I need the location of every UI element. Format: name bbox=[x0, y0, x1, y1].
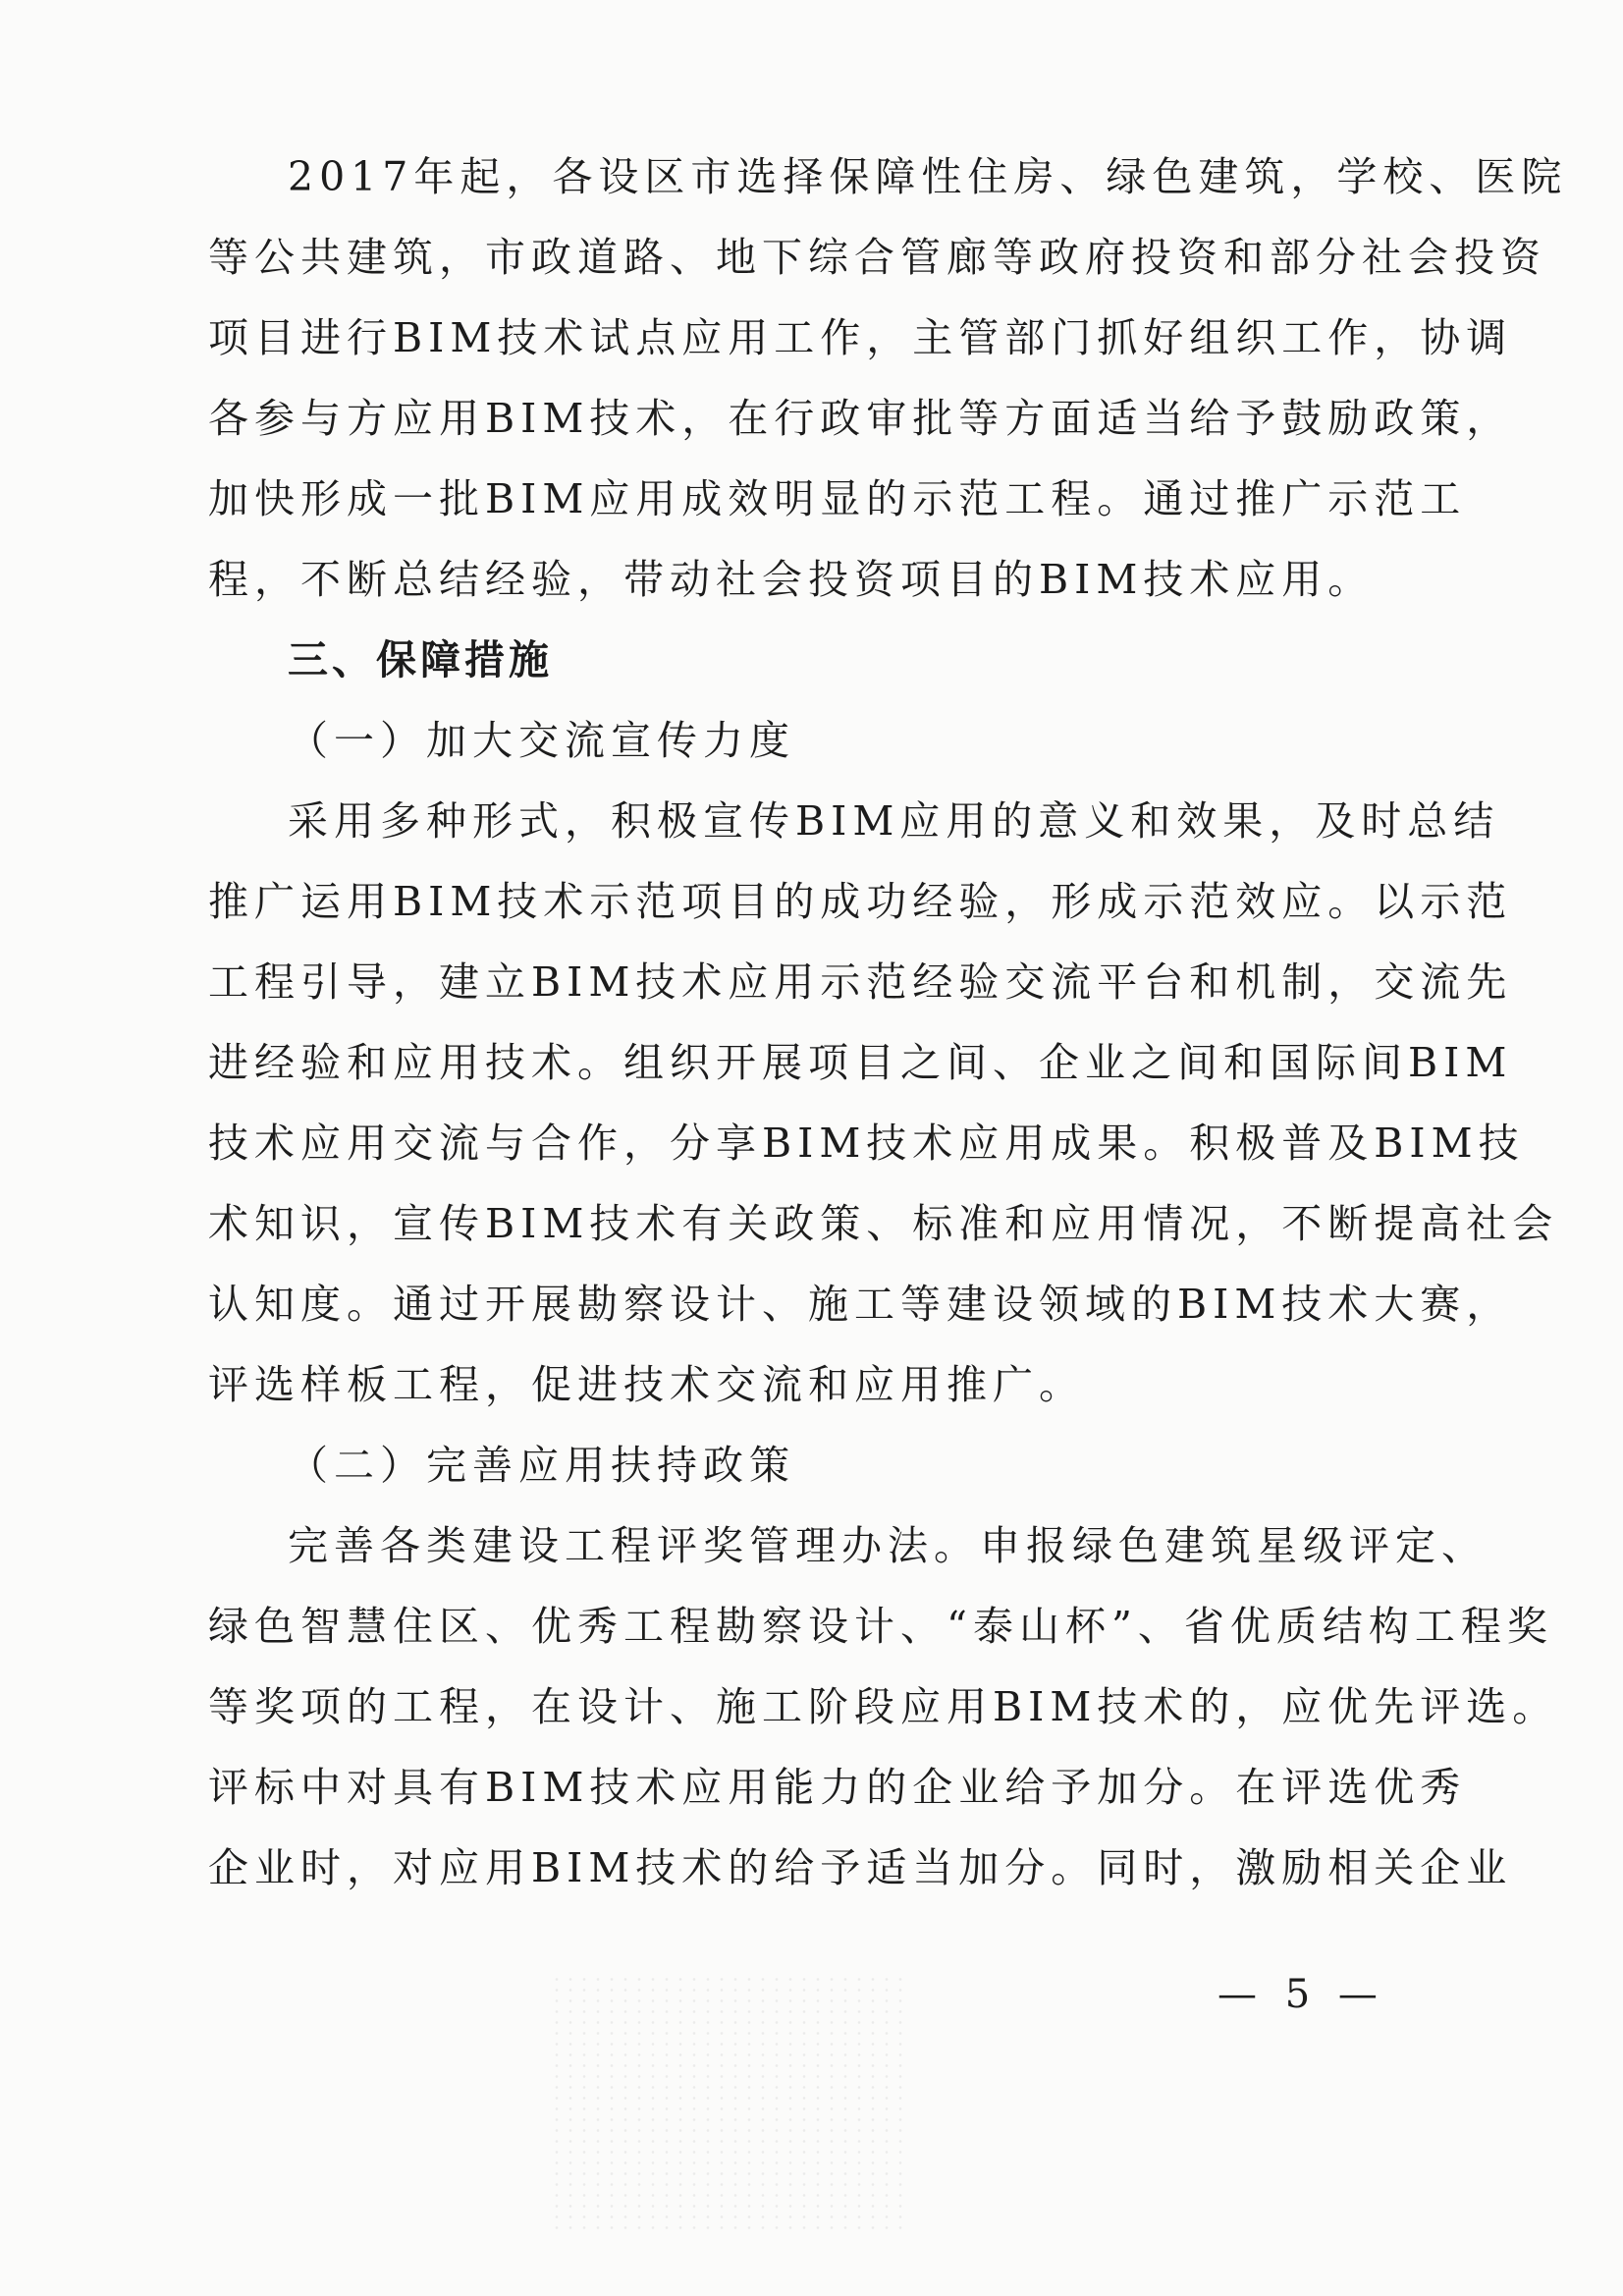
paragraph-line: 企业时，对应用BIM技术的给予适当加分。同时，激励相关企业 bbox=[208, 1844, 1513, 1891]
paragraph-line: 推广运用BIM技术示范项目的成功经验，形成示范效应。以示范 bbox=[208, 878, 1513, 925]
paragraph-line: 认知度。通过开展勘察设计、施工等建设领域的BIM技术大赛， bbox=[208, 1281, 1513, 1328]
paragraph-line: 程，不断总结经验，带动社会投资项目的BIM技术应用。 bbox=[208, 556, 1375, 603]
paragraph-line: 各参与方应用BIM技术，在行政审批等方面适当给予鼓励政策， bbox=[208, 395, 1513, 442]
paragraph-line: 技术应用交流与合作，分享BIM技术应用成果。积极普及BIM技 bbox=[208, 1120, 1525, 1167]
paragraph-line: 绿色智慧住区、优秀工程勘察设计、“泰山杯”、省优质结构工程奖 bbox=[208, 1603, 1553, 1650]
paragraph-line: 评标中对具有BIM技术应用能力的企业给予加分。在评选优秀 bbox=[208, 1764, 1467, 1811]
paragraph-line: 评选样板工程，促进技术交流和应用推广。 bbox=[208, 1361, 1085, 1408]
paragraph-line: 工程引导，建立BIM技术应用示范经验交流平台和机制，交流先 bbox=[208, 958, 1513, 1006]
scan-noise bbox=[550, 1974, 903, 2229]
paragraph-line: 进经验和应用技术。组织开展项目之间、企业之间和国际间BIM bbox=[208, 1039, 1513, 1086]
paragraph-line: 完善各类建设工程评奖管理办法。申报绿色建筑星级评定、 bbox=[288, 1522, 1488, 1569]
paragraph-line: 采用多种形式，积极宣传BIM应用的意义和效果，及时总结 bbox=[288, 797, 1500, 845]
section-heading: 三、保障措施 bbox=[288, 636, 553, 683]
page-number: — 5 — bbox=[1217, 1972, 1385, 2017]
subsection-heading: （二）完善应用扶持政策 bbox=[288, 1442, 795, 1489]
paragraph-line: 术知识，宣传BIM技术有关政策、标准和应用情况，不断提高社会 bbox=[208, 1200, 1559, 1247]
paragraph-line: 等公共建筑，市政道路、地下综合管廊等政府投资和部分社会投资 bbox=[208, 234, 1546, 281]
paragraph-line: 加快形成一批BIM应用成效明显的示范工程。通过推广示范工 bbox=[208, 475, 1467, 522]
paragraph-line: 2017年起，各设区市选择保障性住房、绿色建筑，学校、医院 bbox=[288, 153, 1568, 200]
subsection-heading: （一）加大交流宣传力度 bbox=[288, 717, 795, 764]
paragraph-line: 项目进行BIM技术试点应用工作，主管部门抓好组织工作，协调 bbox=[208, 314, 1513, 361]
paragraph-line: 等奖项的工程，在设计、施工阶段应用BIM技术的，应优先评选。 bbox=[208, 1683, 1559, 1730]
